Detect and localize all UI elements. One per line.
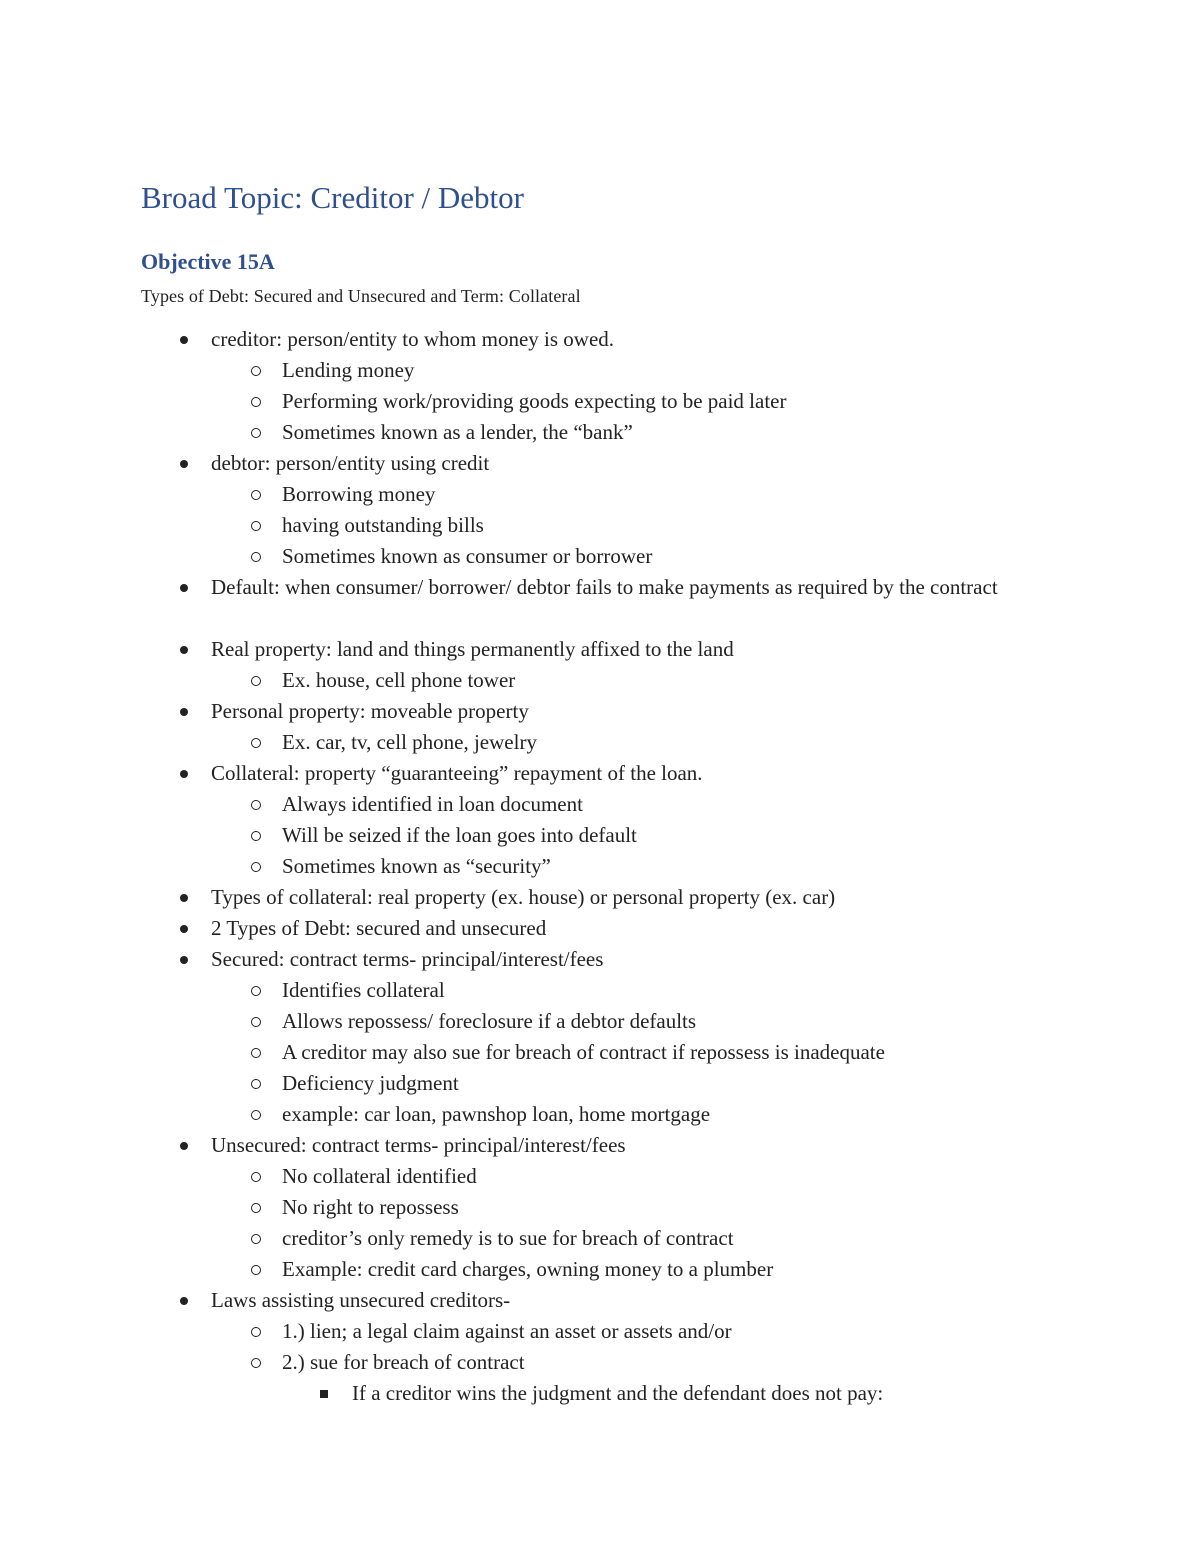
hollow-bullet-icon bbox=[251, 676, 261, 686]
outline-item-text: Unsecured: contract terms- principal/interest/fees bbox=[211, 1133, 626, 1157]
hollow-bullet-icon bbox=[251, 1110, 261, 1120]
outline-item-level-2 bbox=[0, 1316, 1200, 1347]
outline-item-text: Identifies collateral bbox=[282, 978, 445, 1002]
filled-bullet-icon bbox=[180, 1142, 188, 1150]
outline-item-text: Collateral: property “guaranteeing” repayment of the loan. bbox=[211, 761, 703, 785]
filled-bullet-icon bbox=[180, 894, 188, 902]
objective-heading: Objective 15A bbox=[141, 249, 275, 274]
outline-item-text: Lending money bbox=[282, 358, 415, 382]
outline-item-level-2 bbox=[0, 1068, 1200, 1099]
outline-item-text: Personal property: moveable property bbox=[211, 699, 529, 723]
outline-item-text: Sometimes known as a lender, the “bank” bbox=[282, 420, 633, 444]
outline-item-text: having outstanding bills bbox=[282, 513, 484, 537]
outline-item-level-2 bbox=[0, 355, 1200, 386]
outline-item-level-2 bbox=[0, 727, 1200, 758]
hollow-bullet-icon bbox=[251, 1327, 261, 1337]
hollow-bullet-icon bbox=[251, 428, 261, 438]
outline-item-text: Sometimes known as consumer or borrower bbox=[282, 544, 653, 568]
hollow-bullet-icon bbox=[251, 738, 261, 748]
filled-bullet-icon bbox=[180, 925, 188, 933]
outline-item-level-2 bbox=[0, 479, 1200, 510]
hollow-bullet-icon bbox=[251, 490, 261, 500]
outline-item-text: Real property: land and things permanently affixed to the land bbox=[211, 637, 734, 661]
outline-item-level-2 bbox=[0, 541, 1200, 572]
outline-item-text: Ex. car, tv, cell phone, jewelry bbox=[282, 730, 537, 754]
outline-item-level-2 bbox=[0, 417, 1200, 448]
topic-subtitle: Types of Debt: Secured and Unsecured and Term: Collateral bbox=[141, 286, 581, 306]
filled-bullet-icon bbox=[180, 584, 188, 592]
bullet-outline bbox=[0, 324, 1200, 1409]
outline-item-text: Sometimes known as “security” bbox=[282, 854, 551, 878]
hollow-bullet-icon bbox=[251, 1079, 261, 1089]
hollow-bullet-icon bbox=[251, 1203, 261, 1213]
outline-item-text: 2 Types of Debt: secured and unsecured bbox=[211, 916, 547, 940]
filled-bullet-icon bbox=[180, 956, 188, 964]
outline-item-level-1 bbox=[0, 882, 1200, 913]
outline-item-level-2 bbox=[0, 1099, 1200, 1130]
hollow-bullet-icon bbox=[251, 862, 261, 872]
square-bullet-icon bbox=[320, 1390, 328, 1398]
outline-item-level-1 bbox=[0, 758, 1200, 789]
outline-item-level-1 bbox=[0, 448, 1200, 479]
outline-item-level-2 bbox=[0, 1006, 1200, 1037]
outline-item-level-2 bbox=[0, 665, 1200, 696]
outline-item-level-2 bbox=[0, 975, 1200, 1006]
filled-bullet-icon bbox=[180, 770, 188, 778]
outline-item-level-2 bbox=[0, 1347, 1200, 1378]
filled-bullet-icon bbox=[180, 460, 188, 468]
outline-item-text: Deficiency judgment bbox=[282, 1071, 459, 1095]
outline-item-text: Example: credit card charges, owning money to a plumber bbox=[282, 1257, 774, 1281]
outline-item-text: 2.) sue for breach of contract bbox=[282, 1350, 525, 1374]
outline-item-text: example: car loan, pawnshop loan, home mortgage bbox=[282, 1102, 711, 1126]
hollow-bullet-icon bbox=[251, 1234, 261, 1244]
outline-item-level-2 bbox=[0, 1254, 1200, 1285]
outline-item-level-1 bbox=[0, 913, 1200, 944]
hollow-bullet-icon bbox=[251, 800, 261, 810]
outline-item-level-2 bbox=[0, 510, 1200, 541]
outline-item-text: If a creditor wins the judgment and the defendant does not pay: bbox=[352, 1381, 884, 1405]
outline-item-level-1 bbox=[0, 696, 1200, 727]
outline-item-text: Will be seized if the loan goes into default bbox=[282, 823, 637, 847]
outline-item-text: 1.) lien; a legal claim against an asset or assets and/or bbox=[282, 1319, 732, 1343]
outline-item-level-2 bbox=[0, 1161, 1200, 1192]
outline-item-level-2 bbox=[0, 1192, 1200, 1223]
filled-bullet-icon bbox=[180, 646, 188, 654]
outline-item-level-2 bbox=[0, 820, 1200, 851]
outline-item-level-1 bbox=[0, 1285, 1200, 1316]
outline-item-text: No right to repossess bbox=[282, 1195, 459, 1219]
hollow-bullet-icon bbox=[251, 521, 261, 531]
document-title: Broad Topic: Creditor / Debtor bbox=[141, 180, 524, 215]
outline-item-text: Secured: contract terms- principal/interest/fees bbox=[211, 947, 604, 971]
outline-item-level-1 bbox=[0, 572, 1200, 634]
outline-item-text: Default: when consumer/ borrower/ debtor fails to make payments as required by the contract bbox=[211, 575, 998, 599]
outline-item-text: No collateral identified bbox=[282, 1164, 477, 1188]
hollow-bullet-icon bbox=[251, 986, 261, 996]
outline-item-level-2 bbox=[0, 1037, 1200, 1068]
hollow-bullet-icon bbox=[251, 397, 261, 407]
outline-item-level-1 bbox=[0, 324, 1200, 355]
filled-bullet-icon bbox=[180, 1297, 188, 1305]
outline-item-text: Laws assisting unsecured creditors- bbox=[211, 1288, 511, 1312]
outline-item-text: Performing work/providing goods expecting to be paid later bbox=[282, 389, 787, 413]
filled-bullet-icon bbox=[180, 336, 188, 344]
outline-item-text: creditor: person/entity to whom money is owed. bbox=[211, 327, 615, 351]
filled-bullet-icon bbox=[180, 708, 188, 716]
outline-item-level-1 bbox=[0, 1130, 1200, 1161]
outline-item-level-2 bbox=[0, 851, 1200, 882]
outline-item-text: A creditor may also sue for breach of contract if repossess is inadequate bbox=[282, 1040, 885, 1064]
outline-item-level-2 bbox=[0, 386, 1200, 417]
hollow-bullet-icon bbox=[251, 366, 261, 376]
hollow-bullet-icon bbox=[251, 1172, 261, 1182]
outline-item-text: debtor: person/entity using credit bbox=[211, 451, 490, 475]
outline-item-text: creditor’s only remedy is to sue for breach of contract bbox=[282, 1226, 734, 1250]
outline-item-level-2 bbox=[0, 1223, 1200, 1254]
outline-item-level-2 bbox=[0, 789, 1200, 820]
hollow-bullet-icon bbox=[251, 1017, 261, 1027]
outline-item-text: Allows repossess/ foreclosure if a debtor defaults bbox=[282, 1009, 697, 1033]
outline-item-level-3 bbox=[0, 1378, 1200, 1409]
hollow-bullet-icon bbox=[251, 1048, 261, 1058]
outline-item-level-1 bbox=[0, 634, 1200, 665]
outline-item-level-1 bbox=[0, 944, 1200, 975]
outline-item-text: Ex. house, cell phone tower bbox=[282, 668, 516, 692]
hollow-bullet-icon bbox=[251, 552, 261, 562]
hollow-bullet-icon bbox=[251, 1265, 261, 1275]
hollow-bullet-icon bbox=[251, 1358, 261, 1368]
outline-item-text: Always identified in loan document bbox=[282, 792, 583, 816]
hollow-bullet-icon bbox=[251, 831, 261, 841]
outline-item-text: Borrowing money bbox=[282, 482, 436, 506]
outline-item-text: Types of collateral: real property (ex. house) or personal property (ex. car) bbox=[211, 885, 836, 909]
